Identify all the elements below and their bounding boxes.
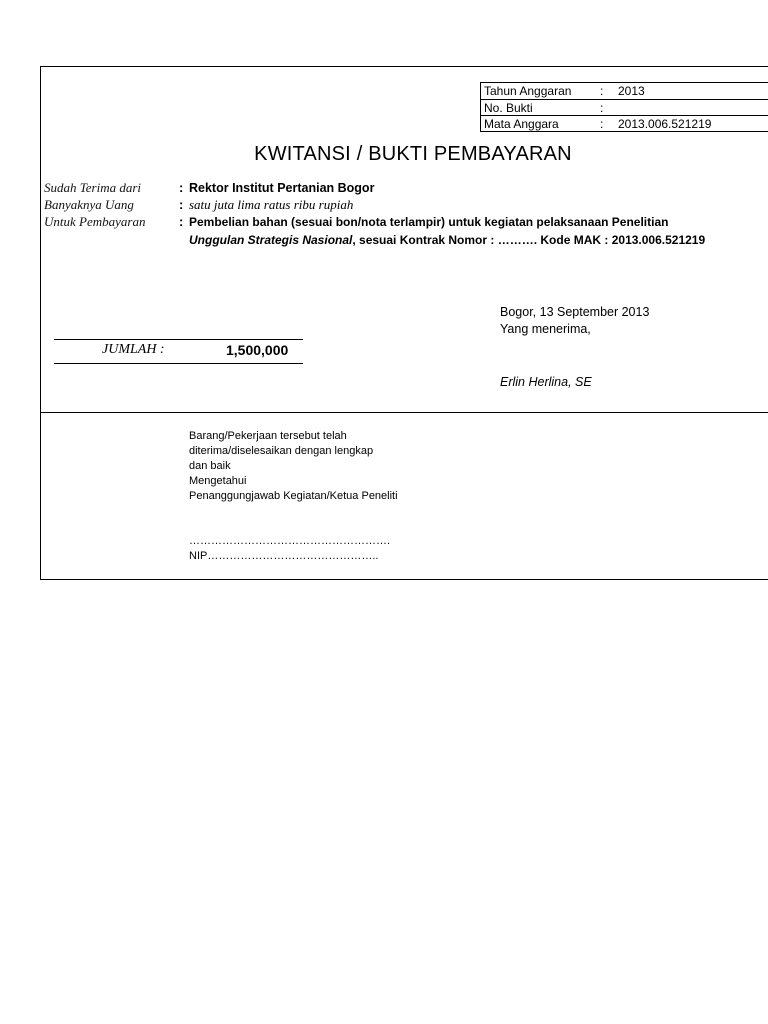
meta-row-proof-number [481,100,768,116]
ack-line: Penanggungjawab Kegiatan/Ketua Peneliti [189,490,398,502]
ack-line: diterima/diselesaikan dengan lengkap [189,445,374,457]
colon: : [179,180,184,195]
meta-value: 2013.006.521219 [618,117,712,131]
meta-key: Mata Anggara [484,117,559,131]
total-label: JUMLAH : [102,342,165,357]
received-from-value: Rektor Institut Pertanian Bogor [189,181,375,195]
signature-line: ………………………………………………. [189,535,391,547]
place-date: Bogor, 13 September 2013 [500,305,650,319]
contract-text: , sesuai Kontrak Nomor : ………. Kode MAK : 2013.006.521219 [352,233,706,247]
colon: : [179,214,184,229]
meta-colon: : [600,84,604,98]
meta-row-year [481,83,768,99]
ack-line: Mengetahui [189,475,247,487]
purpose-line-2 [189,233,768,247]
meta-colon: : [600,117,604,131]
meta-colon: : [600,101,604,115]
purpose-label: Untuk Pembayaran [44,214,146,229]
colon: : [179,197,184,212]
meta-row-budget-account [481,116,768,132]
amount-words-value: satu juta lima ratus ribu rupiah [189,197,354,212]
ack-line: Barang/Pekerjaan tersebut telah [189,430,347,442]
ack-line: dan baik [189,460,231,472]
meta-key: No. Bukti [484,101,533,115]
document-title: KWITANSI / BUKTI PEMBAYARAN [254,143,572,165]
purpose-line-1: Pembelian bahan (sesuai bon/nota terlampir) untuk kegiatan pelaksanaan Penelitian [189,215,669,229]
receiver-name: Erlin Herlina, SE [500,375,592,389]
meta-key: Tahun Anggaran [484,84,572,98]
received-from-label: Sudah Terima dari [44,180,142,195]
total-amount: 1,500,000 [226,342,289,358]
meta-table [480,82,768,132]
receiver-role: Yang menerima, [500,322,591,336]
nip-line: NIP……………………………………….. [189,550,379,562]
amount-words-label: Banyaknya Uang [44,197,134,212]
meta-value: 2013 [618,84,645,98]
program-name: Unggulan Strategis Nasional [189,233,353,247]
